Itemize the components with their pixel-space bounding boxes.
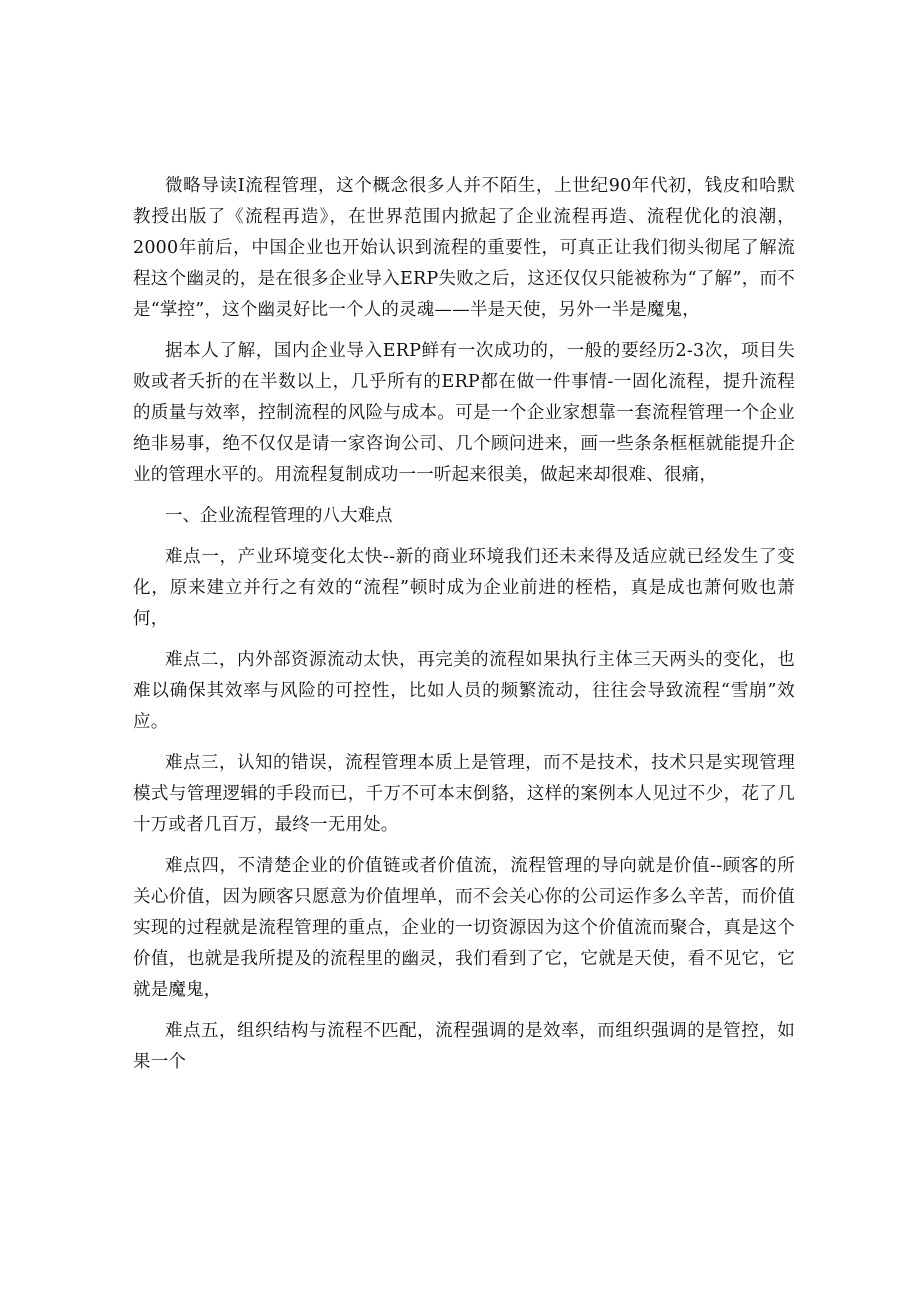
- paragraph-difficulty-3: 难点三，认知的错误，流程管理本质上是管理，而不是技术，技术只是实现管理模式与管理逻辑的手段而已，千万不可本末倒貉，这样的案例本人见过不少，花了几十万或者几百万，最终一无用处。: [133, 753, 795, 835]
- section-heading: 一、企业流程管理的八大难点: [165, 506, 393, 526]
- paragraph-difficulty-1: 难点一，产业环境变化太快--新的商业环境我们还未来得及适应就已经发生了变化，原来建立并行之有效的“流程”顿时成为企业前进的桎梏，真是成也萧何败也萧何，: [133, 547, 795, 629]
- paragraph-difficulty-4: 难点四，不清楚企业的价值链或者价值流，流程管理的导向就是价值--顾客的所关心价值，因为顾客只愿意为价值埋单，而不会关心你的公司运作多么辛苦，而价值实现的过程就是流程管理的重点，企业的一切资源因为这个价值流而聚合，真是这个价值，也就是我所提及的流程里的幽灵，我们看到了它，它就是天使，看不见它，它就是魔鬼，: [133, 856, 795, 1000]
- document-body: [133, 171, 795, 1088]
- paragraph-erp: 据本人了解，国内企业导入ERP鲜有一次成功的，一般的要经历2-3次，项目失败或者夭折的在半数以上，几乎所有的ERP都在做一件事情-一固化流程，提升流程的质量与效率，控制流程的风险与成本。可是一个企业家想靠一套流程管理一个企业绝非易事，绝不仅仅是请一家咨询公司、几个顾问进来，画一些条条框框就能提升企业的管理水平的。用流程复制成功一一听起来很美，做起来却很难、很痛，: [133, 341, 795, 485]
- paragraph-difficulty-2: 难点二，内外部资源流动太快，再完美的流程如果执行主体三天两头的变化，也难以确保其效率与风险的可控性，比如人员的频繁流动，往往会导致流程“雪崩”效应。: [133, 650, 795, 732]
- paragraph-difficulty-5: 难点五，组织结构与流程不匹配，流程强调的是效率，而组织强调的是管控，如果一个: [133, 1021, 795, 1072]
- paragraph-intro: 微略导读I流程管理，这个概念很多人并不陌生，上世纪90年代初，钱皮和哈默教授出版了《流程再造》，在世界范围内掀起了企业流程再造、流程优化的浪潮，2000年前后，中国企业也开始认识到流程的重要性，可真正让我们彻头彻尾了解流程这个幽灵的，是在很多企业导入ERP失败之后，这还仅仅只能被称为“了解”，而不是“掌控”，这个幽灵好比一个人的灵魂——半是天使，另外一半是魔鬼，: [133, 176, 795, 320]
